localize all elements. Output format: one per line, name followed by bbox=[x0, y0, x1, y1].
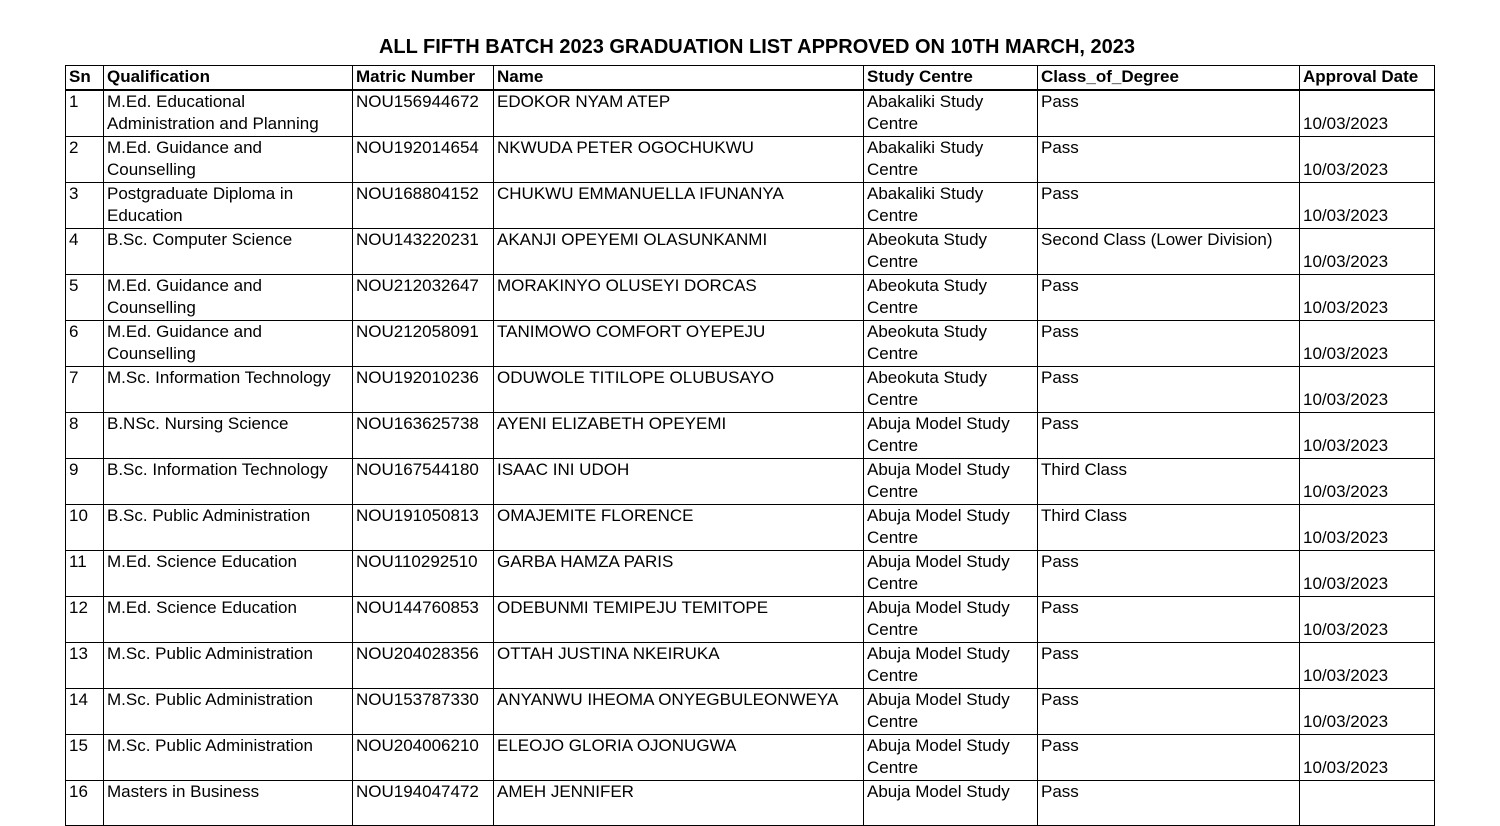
cell-sn: 3 bbox=[66, 182, 104, 228]
cell-name: OTTAH JUSTINA NKEIRUKA bbox=[494, 642, 864, 688]
cell-approval-date: 10/03/2023 bbox=[1300, 90, 1435, 137]
table-row bbox=[66, 734, 1435, 780]
cell-sn: 1 bbox=[66, 90, 104, 137]
cell-qualification: Masters in Business bbox=[104, 780, 353, 825]
cell-study-centre: Abuja Model Study Centre bbox=[864, 458, 1038, 504]
cell-study-centre: Abeokuta Study Centre bbox=[864, 228, 1038, 274]
cell-class-of-degree: Pass bbox=[1038, 90, 1300, 137]
cell-approval-date: 10/03/2023 bbox=[1300, 182, 1435, 228]
table-row bbox=[66, 504, 1435, 550]
cell-qualification: M.Sc. Information Technology bbox=[104, 366, 353, 412]
cell-study-centre: Abuja Model Study Centre bbox=[864, 688, 1038, 734]
cell-sn: 4 bbox=[66, 228, 104, 274]
cell-matric-number: NOU192014654 bbox=[353, 136, 494, 182]
cell-study-centre: Abeokuta Study Centre bbox=[864, 274, 1038, 320]
cell-matric-number: NOU144760853 bbox=[353, 596, 494, 642]
cell-matric-number: NOU153787330 bbox=[353, 688, 494, 734]
cell-name: ISAAC INI UDOH bbox=[494, 458, 864, 504]
header-approval-date: Approval Date bbox=[1300, 66, 1435, 90]
cell-approval-date: 10/03/2023 bbox=[1300, 274, 1435, 320]
table-row bbox=[66, 688, 1435, 734]
cell-approval-date: 10/03/2023 bbox=[1300, 642, 1435, 688]
cell-name: ELEOJO GLORIA OJONUGWA bbox=[494, 734, 864, 780]
document-title: ALL FIFTH BATCH 2023 GRADUATION LIST APPROVED ON 10TH MARCH, 2023 bbox=[378, 36, 1135, 58]
cell-class-of-degree: Pass bbox=[1038, 780, 1300, 825]
cell-name: GARBA HAMZA PARIS bbox=[494, 550, 864, 596]
cell-class-of-degree: Pass bbox=[1038, 734, 1300, 780]
graduation-table bbox=[65, 65, 1435, 826]
cell-study-centre: Abeokuta Study Centre bbox=[864, 320, 1038, 366]
cell-sn: 10 bbox=[66, 504, 104, 550]
cell-study-centre: Abuja Model Study bbox=[864, 780, 1038, 825]
table-row bbox=[66, 780, 1435, 825]
cell-name: AKANJI OPEYEMI OLASUNKANMI bbox=[494, 228, 864, 274]
cell-class-of-degree: Second Class (Lower Division) bbox=[1038, 228, 1300, 274]
cell-sn: 13 bbox=[66, 642, 104, 688]
cell-name: AMEH JENNIFER bbox=[494, 780, 864, 825]
table-row bbox=[66, 458, 1435, 504]
cell-sn: 8 bbox=[66, 412, 104, 458]
header-study-centre: Study Centre bbox=[864, 66, 1038, 90]
cell-sn: 12 bbox=[66, 596, 104, 642]
table-row bbox=[66, 228, 1435, 274]
cell-sn: 6 bbox=[66, 320, 104, 366]
cell-sn: 7 bbox=[66, 366, 104, 412]
cell-matric-number: NOU192010236 bbox=[353, 366, 494, 412]
cell-class-of-degree: Third Class bbox=[1038, 458, 1300, 504]
cell-matric-number: NOU167544180 bbox=[353, 458, 494, 504]
cell-class-of-degree: Pass bbox=[1038, 366, 1300, 412]
cell-qualification: B.Sc. Information Technology bbox=[104, 458, 353, 504]
cell-qualification: M.Ed. Educational Administration and Planning bbox=[104, 90, 353, 137]
cell-qualification: B.Sc. Computer Science bbox=[104, 228, 353, 274]
header-row bbox=[66, 66, 1435, 90]
cell-matric-number: NOU194047472 bbox=[353, 780, 494, 825]
cell-matric-number: NOU204028356 bbox=[353, 642, 494, 688]
cell-name: CHUKWU EMMANUELLA IFUNANYA bbox=[494, 182, 864, 228]
cell-name: TANIMOWO COMFORT OYEPEJU bbox=[494, 320, 864, 366]
table-row bbox=[66, 274, 1435, 320]
cell-study-centre: Abakaliki Study Centre bbox=[864, 90, 1038, 137]
cell-study-centre: Abuja Model Study Centre bbox=[864, 412, 1038, 458]
cell-approval-date: 10/03/2023 bbox=[1300, 320, 1435, 366]
cell-sn: 5 bbox=[66, 274, 104, 320]
cell-study-centre: Abuja Model Study Centre bbox=[864, 734, 1038, 780]
cell-name: OMAJEMITE FLORENCE bbox=[494, 504, 864, 550]
header-sn: Sn bbox=[66, 66, 104, 90]
header-matric-number: Matric Number bbox=[353, 66, 494, 90]
cell-study-centre: Abakaliki Study Centre bbox=[864, 182, 1038, 228]
cell-sn: 15 bbox=[66, 734, 104, 780]
cell-study-centre: Abakaliki Study Centre bbox=[864, 136, 1038, 182]
cell-sn: 14 bbox=[66, 688, 104, 734]
cell-matric-number: NOU143220231 bbox=[353, 228, 494, 274]
header-class-of-degree: Class_of_Degree bbox=[1038, 66, 1300, 90]
cell-qualification: M.Ed. Guidance and Counselling bbox=[104, 136, 353, 182]
cell-name: AYENI ELIZABETH OPEYEMI bbox=[494, 412, 864, 458]
cell-matric-number: NOU110292510 bbox=[353, 550, 494, 596]
table-row bbox=[66, 366, 1435, 412]
cell-qualification: M.Sc. Public Administration bbox=[104, 734, 353, 780]
cell-name: MORAKINYO OLUSEYI DORCAS bbox=[494, 274, 864, 320]
cell-class-of-degree: Pass bbox=[1038, 412, 1300, 458]
cell-matric-number: NOU191050813 bbox=[353, 504, 494, 550]
cell-qualification: M.Sc. Public Administration bbox=[104, 642, 353, 688]
cell-approval-date: 10/03/2023 bbox=[1300, 458, 1435, 504]
cell-name: EDOKOR NYAM ATEP bbox=[494, 90, 864, 137]
cell-qualification: M.Ed. Guidance and Counselling bbox=[104, 320, 353, 366]
cell-class-of-degree: Pass bbox=[1038, 182, 1300, 228]
cell-study-centre: Abeokuta Study Centre bbox=[864, 366, 1038, 412]
cell-qualification: B.NSc. Nursing Science bbox=[104, 412, 353, 458]
cell-matric-number: NOU168804152 bbox=[353, 182, 494, 228]
cell-qualification: M.Ed. Science Education bbox=[104, 550, 353, 596]
cell-name: NKWUDA PETER OGOCHUKWU bbox=[494, 136, 864, 182]
cell-matric-number: NOU212032647 bbox=[353, 274, 494, 320]
cell-qualification: M.Sc. Public Administration bbox=[104, 688, 353, 734]
cell-sn: 16 bbox=[66, 780, 104, 825]
table-row bbox=[66, 550, 1435, 596]
cell-approval-date: 10/03/2023 bbox=[1300, 688, 1435, 734]
cell-study-centre: Abuja Model Study Centre bbox=[864, 504, 1038, 550]
cell-sn: 11 bbox=[66, 550, 104, 596]
cell-qualification: Postgraduate Diploma in Education bbox=[104, 182, 353, 228]
cell-approval-date: 10/03/2023 bbox=[1300, 366, 1435, 412]
header-qualification: Qualification bbox=[104, 66, 353, 90]
cell-study-centre: Abuja Model Study Centre bbox=[864, 550, 1038, 596]
cell-approval-date: 10/03/2023 bbox=[1300, 550, 1435, 596]
cell-study-centre: Abuja Model Study Centre bbox=[864, 642, 1038, 688]
table-row bbox=[66, 182, 1435, 228]
cell-qualification: B.Sc. Public Administration bbox=[104, 504, 353, 550]
table-row bbox=[66, 642, 1435, 688]
cell-class-of-degree: Pass bbox=[1038, 642, 1300, 688]
cell-class-of-degree: Third Class bbox=[1038, 504, 1300, 550]
cell-matric-number: NOU212058091 bbox=[353, 320, 494, 366]
table-row bbox=[66, 90, 1435, 137]
cell-sn: 2 bbox=[66, 136, 104, 182]
cell-class-of-degree: Pass bbox=[1038, 136, 1300, 182]
cell-class-of-degree: Pass bbox=[1038, 550, 1300, 596]
cell-sn: 9 bbox=[66, 458, 104, 504]
cell-name: ODUWOLE TITILOPE OLUBUSAYO bbox=[494, 366, 864, 412]
table-row bbox=[66, 412, 1435, 458]
cell-class-of-degree: Pass bbox=[1038, 688, 1300, 734]
cell-class-of-degree: Pass bbox=[1038, 274, 1300, 320]
cell-class-of-degree: Pass bbox=[1038, 320, 1300, 366]
cell-matric-number: NOU204006210 bbox=[353, 734, 494, 780]
cell-name: ANYANWU IHEOMA ONYEGBULEONWEYA bbox=[494, 688, 864, 734]
header-name: Name bbox=[494, 66, 864, 90]
cell-matric-number: NOU163625738 bbox=[353, 412, 494, 458]
table-row bbox=[66, 596, 1435, 642]
cell-matric-number: NOU156944672 bbox=[353, 90, 494, 137]
table-row bbox=[66, 136, 1435, 182]
cell-qualification: M.Ed. Guidance and Counselling bbox=[104, 274, 353, 320]
table-row bbox=[66, 320, 1435, 366]
cell-name: ODEBUNMI TEMIPEJU TEMITOPE bbox=[494, 596, 864, 642]
cell-approval-date: 10/03/2023 bbox=[1300, 228, 1435, 274]
cell-class-of-degree: Pass bbox=[1038, 596, 1300, 642]
cell-approval-date: 10/03/2023 bbox=[1300, 596, 1435, 642]
cell-approval-date: 10/03/2023 bbox=[1300, 136, 1435, 182]
cell-study-centre: Abuja Model Study Centre bbox=[864, 596, 1038, 642]
cell-approval-date bbox=[1300, 780, 1435, 825]
cell-qualification: M.Ed. Science Education bbox=[104, 596, 353, 642]
cell-approval-date: 10/03/2023 bbox=[1300, 734, 1435, 780]
cell-approval-date: 10/03/2023 bbox=[1300, 504, 1435, 550]
cell-approval-date: 10/03/2023 bbox=[1300, 412, 1435, 458]
